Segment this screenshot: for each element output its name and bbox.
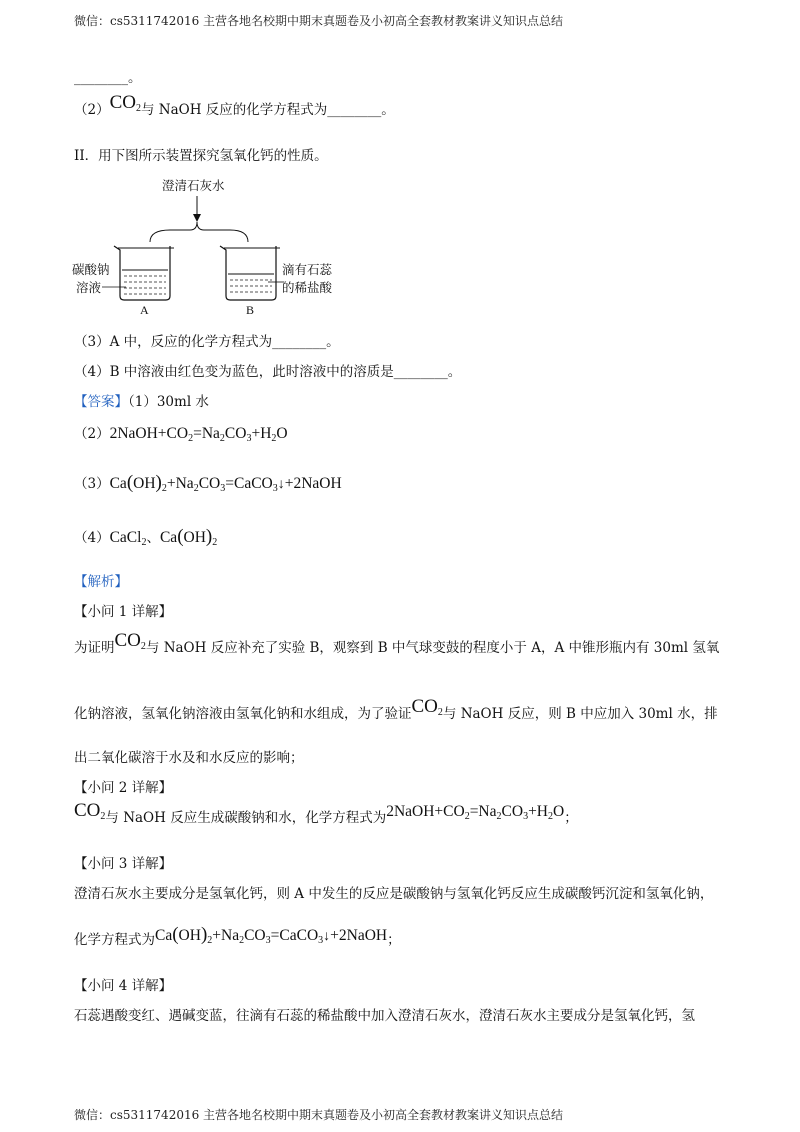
equation-naoh-co2: $2NaOH+CO_2=Na_2CO_3+H_2O$ (386, 803, 565, 822)
beaker-a (114, 246, 174, 300)
question-2 (74, 92, 395, 120)
equation-caoh2-na2co3: $Ca(OH)_2+Na_2CO_3=CaCO_3↓+2NaOH$ (109, 472, 342, 494)
answer-1: （1）30ml 水 (128, 394, 209, 410)
formula-co2: $CO_2$ (109, 92, 141, 114)
section-1-line-2: 化钠溶液，氢氧化钠溶液由氢氧化钠和水组成，为了验证$CO_2$与 NaOH 反应，则 B 中应加入 30ml 水，排 (74, 696, 718, 722)
figure-label-lime-water: 澄清石灰水 (162, 178, 225, 193)
section-2-heading: 【小问 2 详解】 (74, 780, 173, 796)
beaker-a-label: A (140, 303, 149, 317)
page-header: 微信：cs5311742016 主营各地名校期中期末真题卷及小初高全套教材教案讲义知识点总结 (74, 14, 564, 28)
figure-label-dilute-hcl: 的稀盐酸 (282, 280, 333, 295)
page-footer: 微信：cs5311742016 主营各地名校期中期末真题卷及小初高全套教材教案讲义知识点总结 (74, 1108, 564, 1122)
answer-2: $(2)2NaOH+CO_2=Na_2CO_3+H_2O$ (74, 425, 288, 444)
equation-naoh-co2: $2NaOH+CO_2=Na_2CO_3+H_2O$ (109, 425, 288, 444)
figure-label-litmus: 滴有石蕊 (282, 262, 333, 277)
section-3-line-2: 化学方程式为$Ca(OH)_2+Na_2CO_3=CaCO_3↓+2NaOH$； (74, 924, 401, 948)
figure-label-sodium-carbonate: 碳酸钠 (72, 262, 110, 277)
section-1-line-1: 为证明$CO_2$与 NaOH 反应补充了实验 B，观察到 B 中气球变鼓的程度小于 A，A 中锥形瓶内有 30ml 氢氧 (74, 630, 720, 656)
section-3-heading: 【小问 3 详解】 (74, 856, 173, 872)
beaker-b-label: B (246, 303, 255, 317)
section-1-line-3: 出二氧化碳溶于水及和水反应的影响； (74, 750, 304, 766)
equation-caoh2-na2co3: $Ca(OH)_2+Na_2CO_3=CaCO_3↓+2NaOH$ (155, 924, 388, 946)
question-3: （3）A 中，反应的化学方程式为________。 (74, 334, 340, 350)
formula-co2: $CO_2$ (74, 800, 106, 822)
section-4-heading: 【小问 4 详解】 (74, 978, 173, 994)
formula-co2: $CO_2$ (411, 696, 443, 718)
precipitate-arrow-icon: ↓ (277, 477, 285, 492)
answer-3: $(3)Ca(OH)_2+Na_2CO_3=CaCO_3↓+2NaOH$ (74, 472, 342, 494)
section-4-line-1: 石蕊遇酸变红、遇碱变蓝，往滴有石蕊的稀盐酸中加入澄清石灰水，澄清石灰水主要成分是氢氧化钙，氢 (74, 1008, 695, 1024)
section-3-line-1: 澄清石灰水主要成分是氢氧化钙，则 A 中发生的反应是碳酸钠与氢氧化钙反应生成碳酸钙沉淀和氢氧化钠， (74, 886, 714, 902)
answer-line (74, 390, 209, 410)
formula-co2: $CO_2$ (114, 630, 146, 652)
figure-label-solution: 溶液 (76, 280, 102, 295)
precipitate-arrow-icon: ↓ (323, 929, 331, 944)
section-2-line: $CO_2$与 NaOH 反应生成碳酸钠和水，化学方程式为$2NaOH+CO_2=Na_2CO_3+H_2O$； (74, 800, 578, 826)
question-text: 与 NaOH 反应的化学方程式为________。 (141, 102, 395, 118)
answer-blank-line: ________。 (74, 70, 142, 86)
question-4: （4）B 中溶液由红色变为蓝色，此时溶液中的溶质是________。 (74, 364, 462, 380)
answer-4: （4）CaCl$_2$、$Ca(OH)_2$ (74, 526, 218, 548)
section-1-heading: 【小问 1 详解】 (74, 604, 173, 620)
beaker-b (220, 246, 280, 300)
part-2-heading: II．用下图所示装置探究氢氧化钙的性质。 (74, 148, 328, 164)
answer-tag: 【答案】 (74, 394, 128, 410)
apparatus-figure (62, 172, 382, 322)
question-number: （2） (74, 102, 110, 118)
analysis-heading: 【解析】 (74, 574, 128, 590)
solutes-answer: CaCl$_2$、$Ca(OH)_2$ (109, 526, 218, 548)
